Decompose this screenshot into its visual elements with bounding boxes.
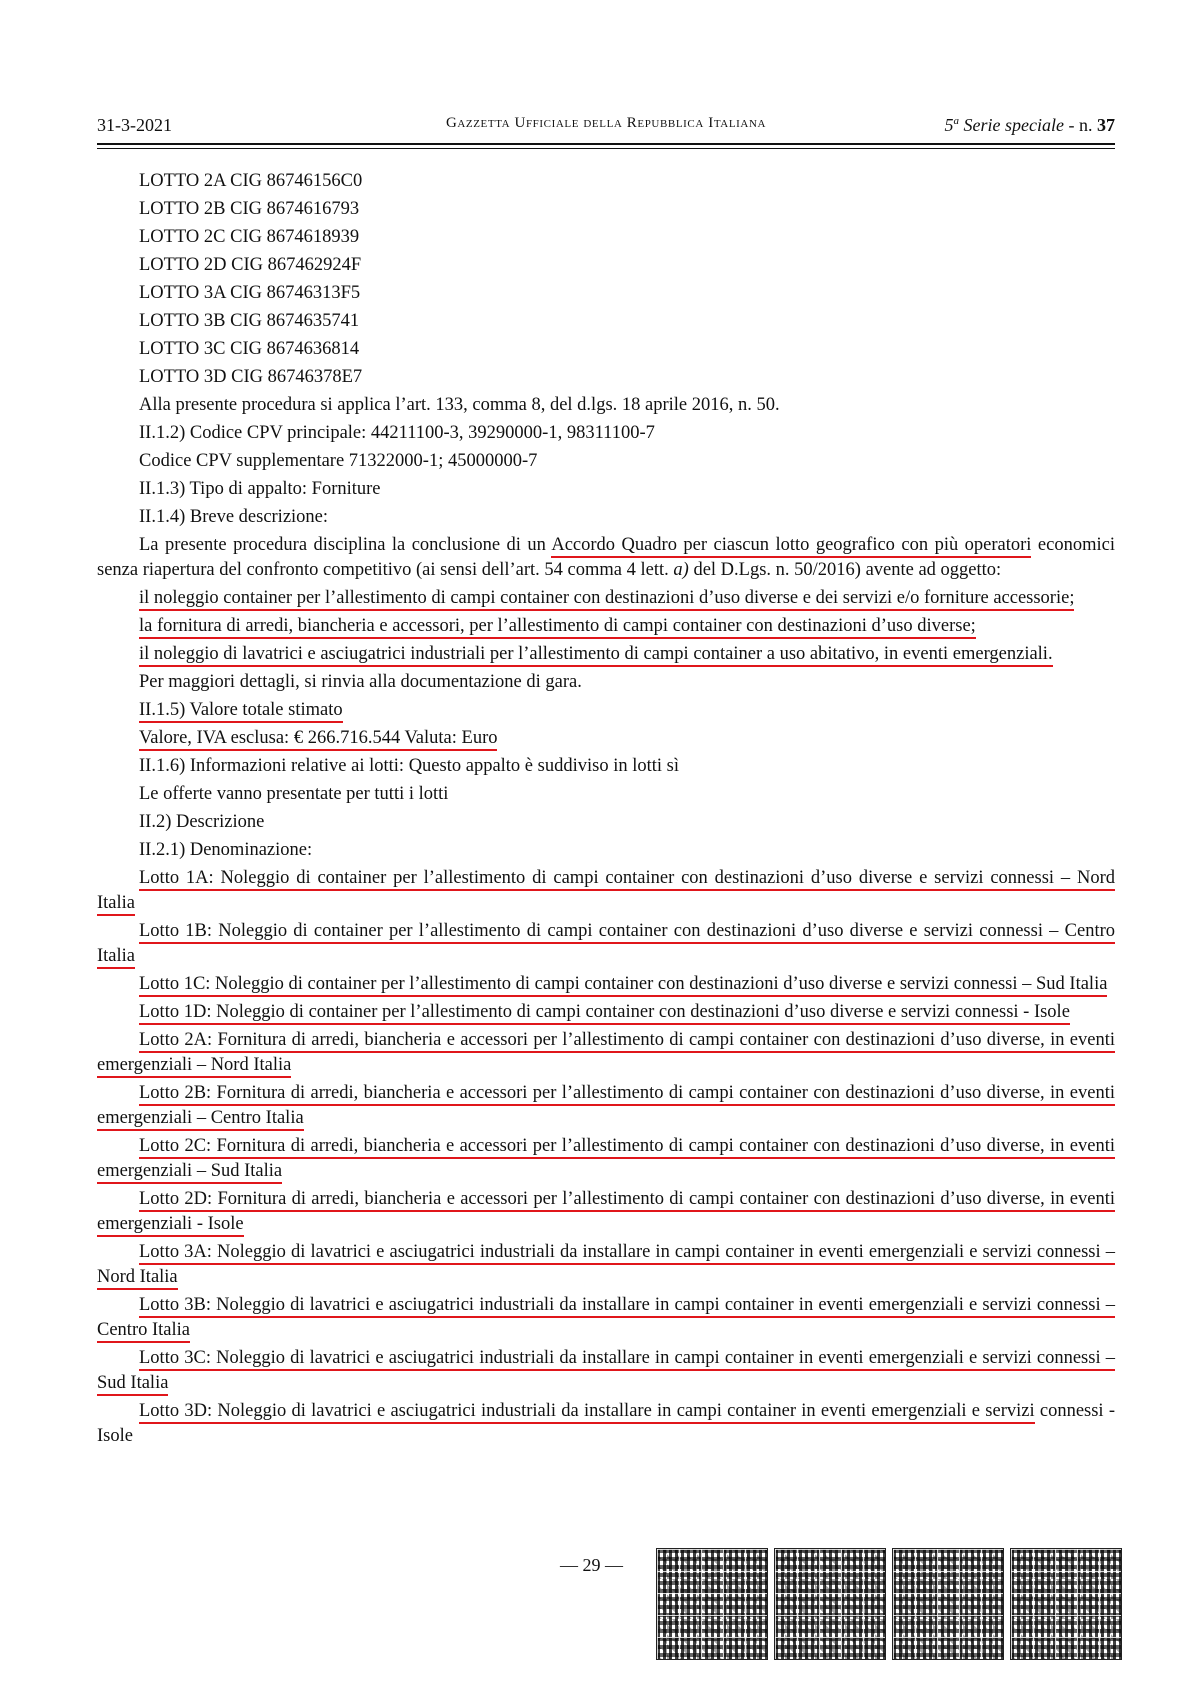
highlight-lot: Lotto 3D: Noleggio di lavatrici e asciugatrici industriali da installare in campi container in eventi emergenziali e servizi bbox=[139, 1401, 1035, 1424]
lot-denomination bbox=[97, 866, 1115, 916]
highlight-lot: Lotto 1D: Noleggio di container per l’allestimento di campi container con destinazioni d’uso diverse e servizi connessi - Isole bbox=[139, 1002, 1070, 1025]
highlight-lot: Lotto 2A: Fornitura di arredi, biancheria e accessori per l’allestimento di campi container con destinazioni d’uso diverse, in eventi emergenziali – Nord Italia bbox=[97, 1030, 1115, 1078]
lot-suffix: connessi - Isole bbox=[97, 1401, 1115, 1446]
contract-type: II.1.3) Tipo di appalto: Forniture bbox=[139, 479, 381, 499]
description-text: del D.Lgs. n. 50/2016) avente ad oggetto: bbox=[688, 560, 1002, 580]
datamatrix-codes bbox=[656, 1548, 1118, 1660]
object-item bbox=[97, 586, 1115, 611]
lot-cig-line: LOTTO 2C CIG 8674618939 bbox=[139, 227, 360, 247]
lot-denomination bbox=[97, 1187, 1115, 1237]
details-reference: Per maggiori dettagli, si rinvia alla documentazione di gara. bbox=[139, 672, 582, 692]
series-sup: a bbox=[953, 115, 960, 127]
datamatrix-code-2 bbox=[774, 1548, 886, 1660]
page-header bbox=[97, 115, 1115, 141]
lot-denomination bbox=[97, 1134, 1115, 1184]
page-number: — 29 — bbox=[560, 1555, 623, 1575]
datamatrix-code-3 bbox=[892, 1548, 1004, 1660]
description-text: economici senza riapertura del confronto competitivo (ai sensi dell’art. 54 comma 4 lett. bbox=[97, 535, 1115, 580]
denomination-heading: II.2.1) Denominazione: bbox=[139, 840, 313, 860]
description-heading: II.2) Descrizione bbox=[139, 812, 265, 832]
cpv-main: II.1.2) Codice CPV principale: 44211100-3, 39290000-1, 98311100-7 bbox=[139, 423, 655, 443]
issue-number: 37 bbox=[1097, 115, 1115, 135]
lot-cig-line: LOTTO 2A CIG 86746156C0 bbox=[139, 171, 363, 191]
header-rule-thin bbox=[97, 148, 1115, 149]
header-title: Gazzetta Ufficiale della Repubblica Italiana bbox=[445, 115, 767, 131]
highlight-lot: Lotto 3B: Noleggio di lavatrici e asciugatrici industriali da installare in campi container in eventi emergenziali e servizi connessi – Centro Italia bbox=[97, 1295, 1115, 1343]
total-value-heading bbox=[97, 698, 1115, 723]
short-description-heading: II.1.4) Breve descrizione: bbox=[139, 507, 329, 527]
procedure-description bbox=[97, 533, 1115, 583]
series-sep: - n. bbox=[1064, 115, 1097, 135]
highlight-lot: Lotto 1B: Noleggio di container per l’allestimento di campi container con destinazioni d’uso diverse e servizi connessi – Centro Italia bbox=[97, 921, 1115, 969]
highlight-lot: Lotto 1A: Noleggio di container per l’allestimento di campi container con destinazioni d’uso diverse e servizi connessi – Nord Italia bbox=[97, 868, 1115, 916]
highlight-lot: Lotto 3C: Noleggio di lavatrici e asciugatrici industriali da installare in campi container in eventi emergenziali e servizi connessi – Sud Italia bbox=[97, 1348, 1115, 1396]
document-body bbox=[97, 169, 1115, 1452]
highlight-lot: Lotto 1C: Noleggio di container per l’allestimento di campi container con destinazioni d’uso diverse e servizi connessi – Sud Italia bbox=[139, 974, 1107, 997]
highlight-total-value: Valore, IVA esclusa: € 266.716.544 Valuta: Euro bbox=[139, 728, 497, 751]
header-date: 31-3-2021 bbox=[97, 115, 172, 135]
highlight-framework-agreement: Accordo Quadro per ciascun lotto geografico con più operatori bbox=[551, 535, 1031, 558]
lot-denomination bbox=[97, 1240, 1115, 1290]
description-text: La presente procedura disciplina la conclusione di un bbox=[139, 535, 552, 555]
lot-denomination bbox=[97, 1293, 1115, 1343]
lot-denomination bbox=[97, 1000, 1115, 1025]
lot-denomination bbox=[97, 1346, 1115, 1396]
header-series bbox=[945, 115, 1115, 136]
description-letter: a) bbox=[673, 560, 689, 580]
highlight-total-value-heading: II.1.5) Valore totale stimato bbox=[139, 700, 343, 723]
lots-info: II.1.6) Informazioni relative ai lotti: Questo appalto è suddiviso in lotti sì bbox=[139, 756, 679, 776]
series-text: Serie speciale bbox=[959, 115, 1064, 135]
lot-denomination bbox=[97, 1399, 1115, 1449]
object-item bbox=[97, 614, 1115, 639]
highlight-object-2: la fornitura di arredi, biancheria e accessori, per l’allestimento di campi container con destinazioni d’uso diverse; bbox=[139, 616, 976, 639]
datamatrix-code-4 bbox=[1010, 1548, 1122, 1660]
lot-denomination bbox=[97, 1028, 1115, 1078]
datamatrix-code-1 bbox=[656, 1548, 768, 1660]
offers-info: Le offerte vanno presentate per tutti i lotti bbox=[139, 784, 449, 804]
object-item bbox=[97, 642, 1115, 667]
highlight-object-1: il noleggio container per l’allestimento di campi container con destinazioni d’uso diverse e dei servizi e/o forniture accessorie; bbox=[139, 588, 1074, 611]
lot-cig-line: LOTTO 2D CIG 867462924F bbox=[139, 255, 362, 275]
lot-cig-line: LOTTO 3C CIG 8674636814 bbox=[139, 339, 360, 359]
cpv-supplementary: Codice CPV supplementare 71322000-1; 45000000-7 bbox=[139, 451, 538, 471]
highlight-lot: Lotto 2D: Fornitura di arredi, biancheria e accessori per l’allestimento di campi container con destinazioni d’uso diverse, in eventi emergenziali - Isole bbox=[97, 1189, 1115, 1237]
highlight-lot: Lotto 2C: Fornitura di arredi, biancheria e accessori per l’allestimento di campi container con destinazioni d’uso diverse, in eventi emergenziali – Sud Italia bbox=[97, 1136, 1115, 1184]
highlight-object-3: il noleggio di lavatrici e asciugatrici industriali per l’allestimento di campi container a uso abitativo, in eventi emergenziali. bbox=[139, 644, 1053, 667]
lot-cig-line: LOTTO 3D CIG 86746378E7 bbox=[139, 367, 363, 387]
header-rule-thick bbox=[97, 143, 1115, 145]
total-value bbox=[97, 726, 1115, 751]
legal-reference: Alla presente procedura si applica l’art. 133, comma 8, del d.lgs. 18 aprile 2016, n. 50. bbox=[139, 395, 780, 415]
lot-cig-line: LOTTO 3A CIG 86746313F5 bbox=[139, 283, 361, 303]
lot-cig-line: LOTTO 3B CIG 8674635741 bbox=[139, 311, 360, 331]
lot-denomination bbox=[97, 972, 1115, 997]
lot-denomination bbox=[97, 1081, 1115, 1131]
highlight-lot: Lotto 2B: Fornitura di arredi, biancheria e accessori per l’allestimento di campi container con destinazioni d’uso diverse, in eventi emergenziali – Centro Italia bbox=[97, 1083, 1115, 1131]
lot-cig-line: LOTTO 2B CIG 8674616793 bbox=[139, 199, 360, 219]
highlight-lot: Lotto 3A: Noleggio di lavatrici e asciugatrici industriali da installare in campi container in eventi emergenziali e servizi connessi – Nord Italia bbox=[97, 1242, 1115, 1290]
lot-denomination bbox=[97, 919, 1115, 969]
series-number: 5 bbox=[944, 115, 954, 135]
